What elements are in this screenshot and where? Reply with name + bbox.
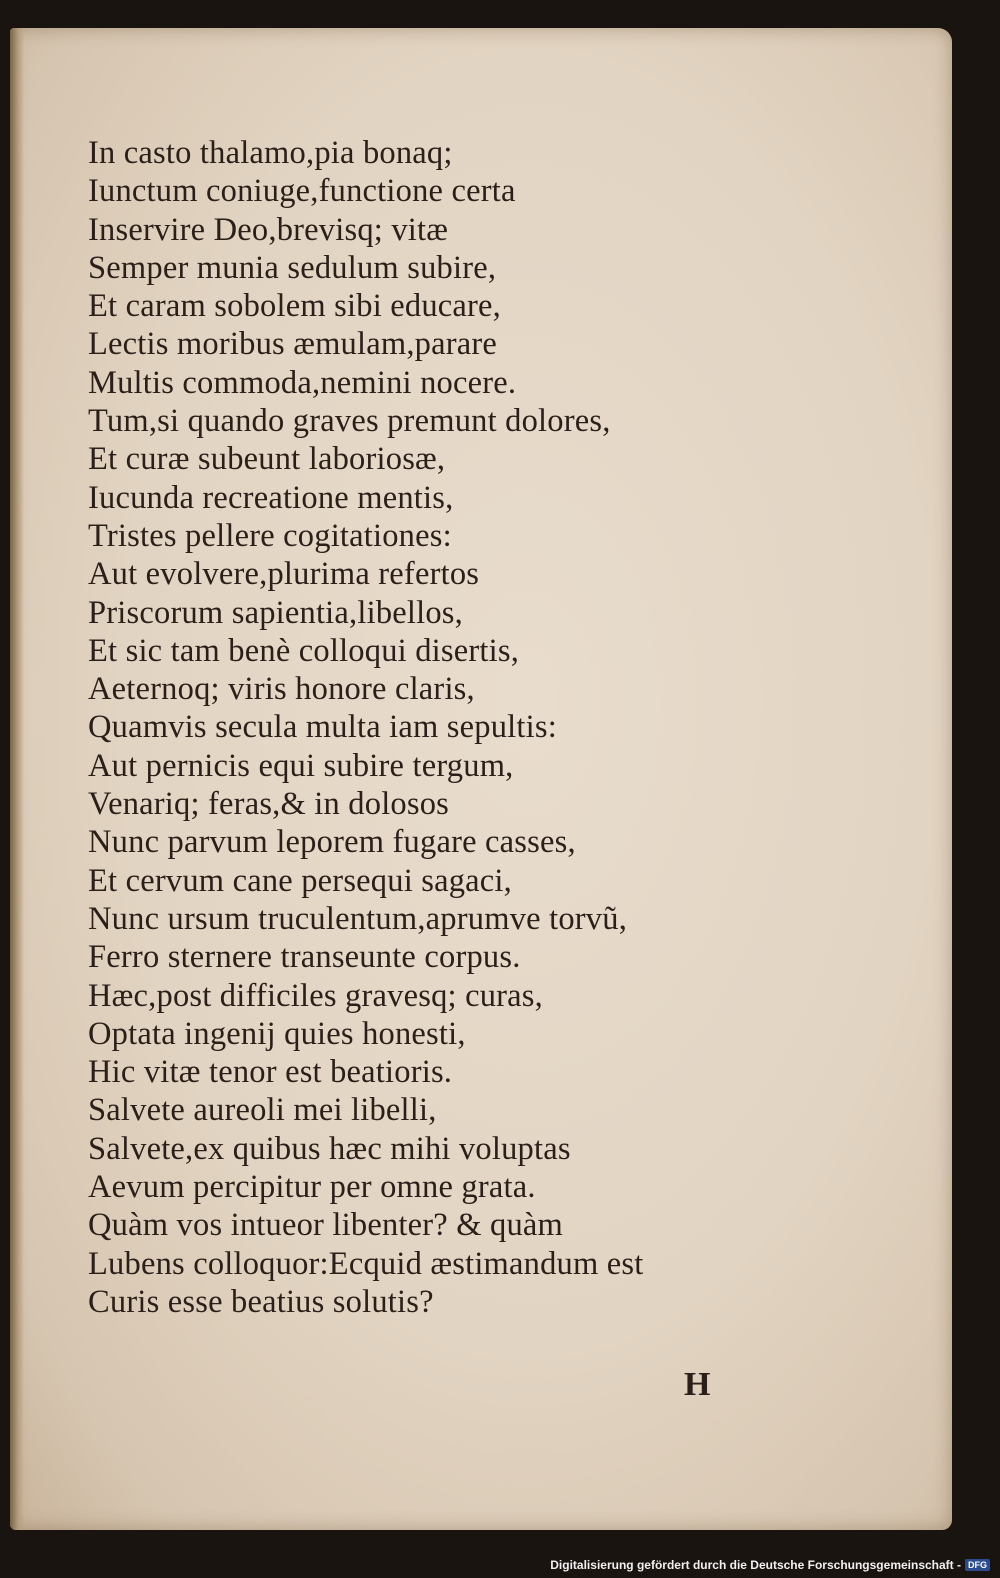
text-line: Hic vitæ tenor est beatioris. <box>88 1054 453 1091</box>
text-line: Hæc,post difficiles gravesq; curas, <box>88 977 543 1014</box>
text-line: Venariq; feras,& in dolosos <box>88 786 450 823</box>
text-line: Aeternoq; viris honore claris, <box>88 671 475 708</box>
digitization-credit <box>550 1558 990 1572</box>
text-line: Et cervum cane persequi sagaci, <box>88 862 512 899</box>
text-line: Priscorum sapientia,libellos, <box>88 594 463 631</box>
text-line: Iunctum coniuge,functione certa <box>88 173 516 210</box>
text-line: Salvete aureoli mei libelli, <box>88 1092 437 1129</box>
text-line: Lubens colloquor:Ecquid æstimandum est <box>88 1245 644 1282</box>
text-line: Semper munia sedulum subire, <box>88 249 497 286</box>
text-line: Lectis moribus æmulam,parare <box>88 326 498 363</box>
text-line: Aut pernicis equi subire tergum, <box>88 747 514 784</box>
text-line: Et sic tam benè colloqui disertis, <box>88 632 520 669</box>
text-line: Aevum percipitur per omne grata. <box>88 1169 536 1206</box>
text-line: Aut evolvere,plurima refertos <box>88 556 480 593</box>
text-line: Et caram sobolem sibi educare, <box>88 288 501 325</box>
poem-text <box>88 134 808 1321</box>
text-line: Optata ingenij quies honesti, <box>88 1015 466 1052</box>
text-line: Et curæ subeunt laboriosæ, <box>88 441 446 478</box>
text-line: Curis esse beatius solutis? <box>88 1283 434 1320</box>
text-line: Iucunda recreatione mentis, <box>88 479 454 516</box>
text-line: Quamvis secula multa iam sepultis: <box>88 709 557 746</box>
text-line: Tum,si quando graves premunt dolores, <box>88 403 611 440</box>
text-line: Salvete,ex quibus hæc mihi voluptas <box>88 1130 571 1167</box>
text-line: Nunc parvum leporem fugare casses, <box>88 824 576 861</box>
page-gutter <box>10 28 24 1530</box>
text-line: Tristes pellere cogitationes: <box>88 517 452 554</box>
dfg-logo: DFG <box>965 1559 990 1571</box>
text-line: Inservire Deo,brevisq; vitæ <box>88 211 449 248</box>
text-line: Nunc ursum truculentum,aprumve torvũ, <box>88 900 628 937</box>
text-line: Ferro sternere transeunte corpus. <box>88 939 521 976</box>
text-line: In casto thalamo,pia bonaq; <box>88 135 453 171</box>
book-page <box>10 28 952 1530</box>
credit-text: Digitalisierung gefördert durch die Deutsche Forschungsgemeinschaft - <box>550 1558 961 1572</box>
text-line: Multis commoda,nemini nocere. <box>88 364 517 401</box>
signature-mark: H <box>684 1366 711 1403</box>
text-line: Quàm vos intueor libenter? & quàm <box>88 1207 564 1244</box>
